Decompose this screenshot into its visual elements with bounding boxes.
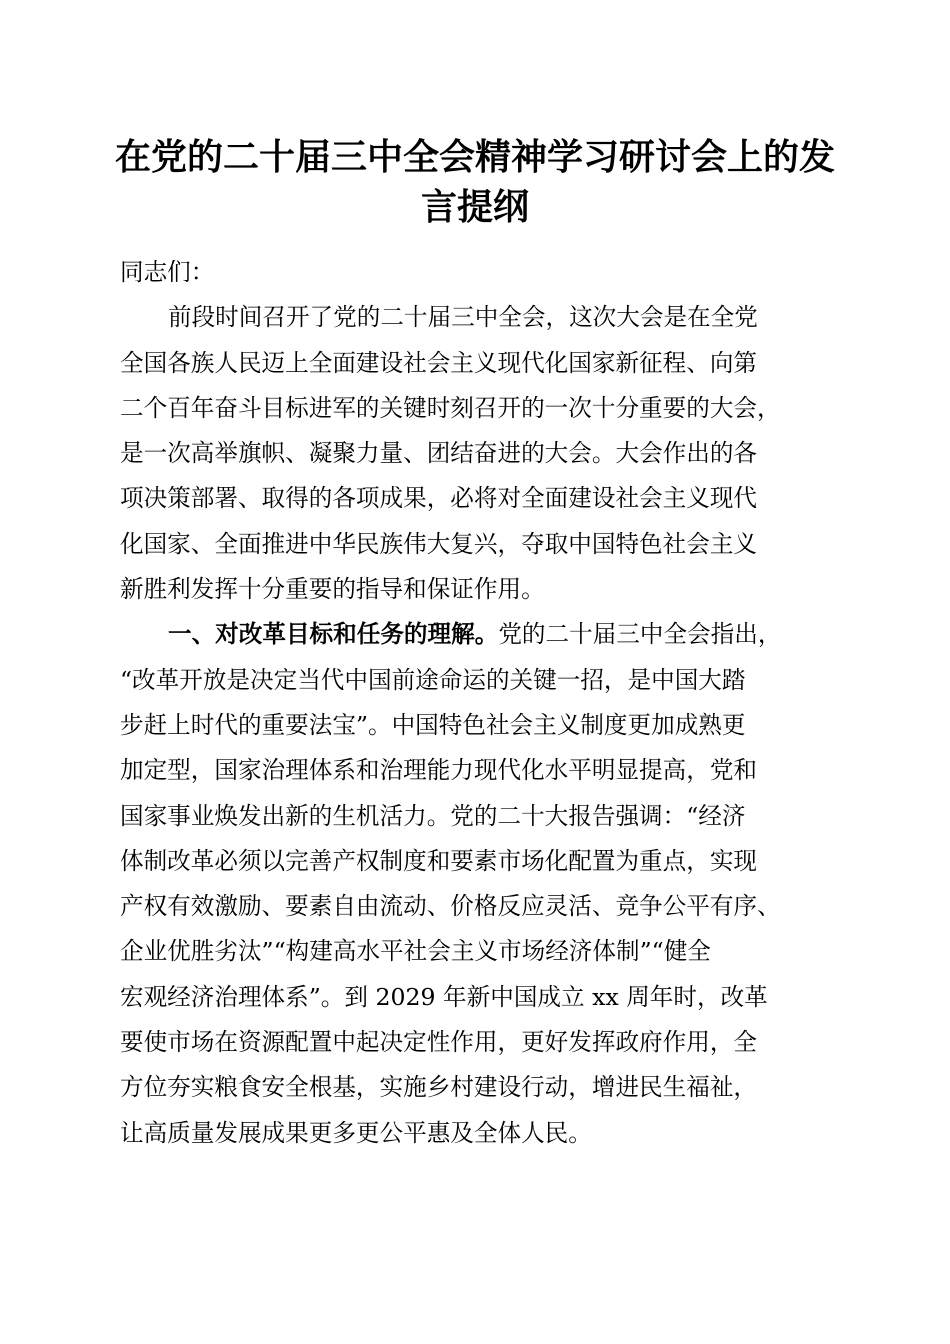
paragraph-section-1 xyxy=(120,612,840,1156)
document-title xyxy=(100,132,850,232)
paragraph-line: 全国各族人民迈上全面建设社会主义现代化国家新征程、向第 xyxy=(120,348,758,377)
paragraph-line: 是一次高举旗帜、凝聚力量、团结奋进的大会。大会作出的各 xyxy=(120,439,758,468)
document-body xyxy=(120,250,840,1156)
section-first-line xyxy=(120,612,840,657)
paragraph-line: 要使市场在资源配置中起决定性作用，更好发挥政府作用，全 xyxy=(120,1028,758,1057)
salutation: 同志们： xyxy=(120,258,215,286)
paragraph-line: 产权有效激励、要素自由流动、价格反应灵活、竞争公平有序、 xyxy=(120,892,781,921)
paragraph-line: 加定型，国家治理体系和治理能力现代化水平明显提高，党和 xyxy=(120,756,758,785)
paragraph-line: 新胜利发挥十分重要的指导和保证作用。 xyxy=(120,575,545,604)
title-line-1: 在党的二十届三中全会精神学习研讨会上的发 xyxy=(114,136,835,178)
paragraph-line: 体制改革必须以完善产权制度和要素市场化配置为重点，实现 xyxy=(120,846,758,875)
paragraph-intro xyxy=(120,295,840,612)
section-heading: 一、对改革目标和任务的理解。 xyxy=(168,620,499,649)
paragraph-line: 方位夯实粮食安全根基，实施乡村建设行动，增进民生福祉， xyxy=(120,1073,758,1102)
title-line-2: 言提纲 xyxy=(420,186,529,228)
paragraph-line: 国家事业焕发出新的生机活力。党的二十大报告强调：“经济 xyxy=(120,801,746,830)
paragraph-line: 步赶上时代的重要法宝”。中国特色社会主义制度更加成熟更 xyxy=(120,710,746,739)
paragraph-line: “改革开放是决定当代中国前途命运的关键一招，是中国大踏 xyxy=(120,665,746,694)
paragraph-line: 宏观经济治理体系”。到 2029 年新中国成立 xx 周年时，改革 xyxy=(120,982,768,1011)
paragraph-line: 化国家、全面推进中华民族伟大复兴，夺取中国特色社会主义 xyxy=(120,529,758,558)
paragraph-line: 让高质量发展成果更多更公平惠及全体人民。 xyxy=(120,1118,592,1147)
section-first-line-text: 党的二十届三中全会指出， xyxy=(498,620,782,649)
paragraph-line: 前段时间召开了党的二十届三中全会，这次大会是在全党 xyxy=(168,303,758,332)
paragraph-line: 项决策部署、取得的各项成果，必将对全面建设社会主义现代 xyxy=(120,484,758,513)
paragraph-line: 二个百年奋斗目标进军的关键时刻召开的一次十分重要的大会， xyxy=(120,393,781,422)
paragraph-line: 企业优胜劣汰”“构建高水平社会主义市场经济体制”“健全 xyxy=(120,937,711,966)
